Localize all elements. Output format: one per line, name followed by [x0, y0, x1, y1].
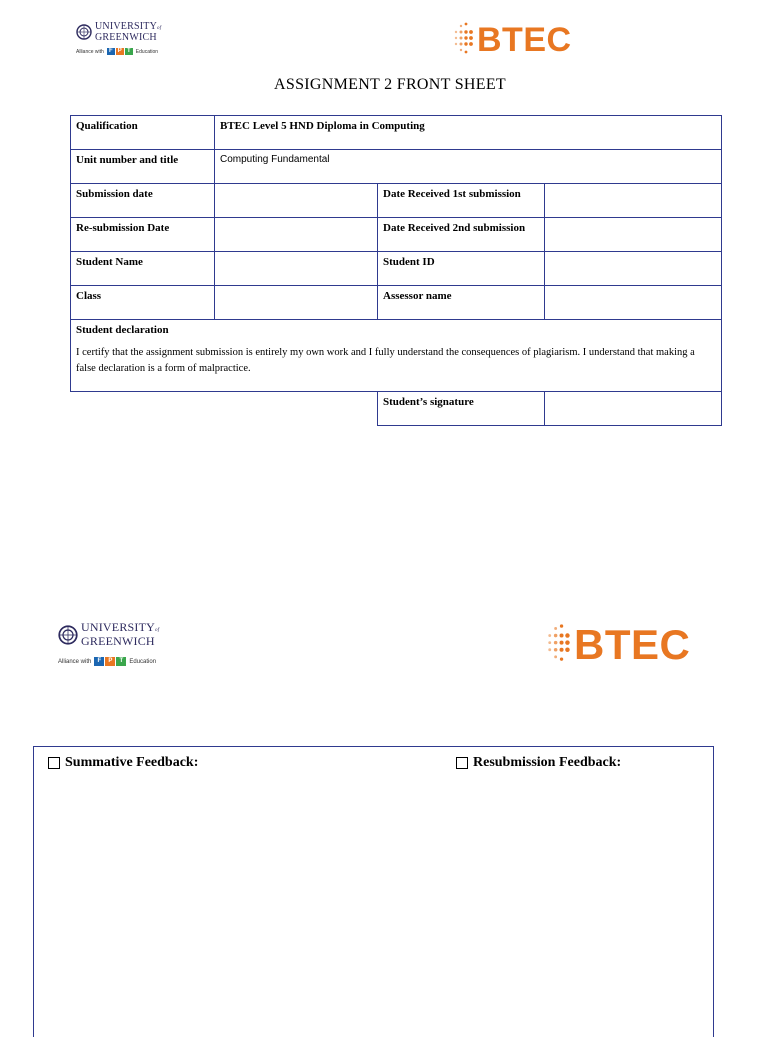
alliance-line: Alliance with F P T Education: [76, 48, 159, 55]
student-id-field[interactable]: [545, 252, 722, 286]
university-crest-icon: [58, 625, 78, 645]
signature-field[interactable]: [545, 392, 722, 426]
btec-logo: BTEC: [545, 620, 690, 670]
class-field[interactable]: [215, 286, 378, 320]
signature-label: Student’s signature: [378, 392, 545, 426]
date-received-2-label: Date Received 2nd submission: [378, 218, 545, 252]
class-label: Class: [71, 286, 215, 320]
table-row: [71, 150, 722, 184]
resubmission-feedback-heading: Resubmission Feedback:: [456, 755, 621, 771]
submission-date-label: Submission date: [71, 184, 215, 218]
table-row: [71, 252, 722, 286]
student-id-label: Student ID: [378, 252, 545, 286]
summative-feedback-checkbox[interactable]: [48, 757, 60, 769]
summative-feedback-heading: Summative Feedback:: [48, 755, 198, 771]
front-sheet-table: [70, 115, 722, 426]
university-logo: UNIVERSITYof GREENWICH Alliance with F P T Education: [76, 21, 162, 55]
feedback-box: [33, 746, 714, 1037]
date-received-2-field[interactable]: [545, 218, 722, 252]
resubmission-feedback-checkbox[interactable]: [456, 757, 468, 769]
declaration-cell: [71, 320, 722, 392]
qualification-label: Qualification: [71, 116, 215, 150]
table-row: [71, 184, 722, 218]
qualification-value: BTEC Level 5 HND Diploma in Computing: [215, 116, 722, 150]
university-crest-icon: [76, 24, 92, 40]
assessor-field[interactable]: [545, 286, 722, 320]
table-row: [71, 286, 722, 320]
unit-label: Unit number and title: [71, 150, 215, 184]
declaration-text: I certify that the assignment submission is entirely my own work and I fully understand the consequences of plagiarism. I understand that making a false declaration is a form of malpractice.: [76, 347, 695, 374]
alliance-line: Alliance with F P T Education: [58, 658, 157, 665]
date-received-1-label: Date Received 1st submission: [378, 184, 545, 218]
page-title: ASSIGNMENT 2 FRONT SHEET: [274, 76, 506, 93]
resubmission-date-label: Re-submission Date: [71, 218, 215, 252]
unit-value: Computing Fundamental: [215, 150, 722, 184]
submission-date-field[interactable]: [215, 184, 378, 218]
student-name-field[interactable]: [215, 252, 378, 286]
btec-logo: BTEC: [452, 20, 572, 60]
fpt-logo-icon: F P T: [107, 48, 133, 55]
student-name-label: Student Name: [71, 252, 215, 286]
resubmission-date-field[interactable]: [215, 218, 378, 252]
table-row: [71, 392, 722, 426]
university-logo: UNIVERSITYof GREENWICH Alliance with F P T Education: [58, 620, 160, 665]
table-row: [71, 116, 722, 150]
assessor-label: Assessor name: [378, 286, 545, 320]
table-row: [71, 218, 722, 252]
table-row: [71, 320, 722, 392]
fpt-logo-icon: F P T: [94, 657, 126, 666]
declaration-heading: Student declaration: [76, 324, 169, 336]
btec-dots-icon: [545, 620, 571, 670]
btec-dots-icon: [452, 20, 474, 60]
date-received-1-field[interactable]: [545, 184, 722, 218]
empty-cell: [71, 392, 378, 426]
